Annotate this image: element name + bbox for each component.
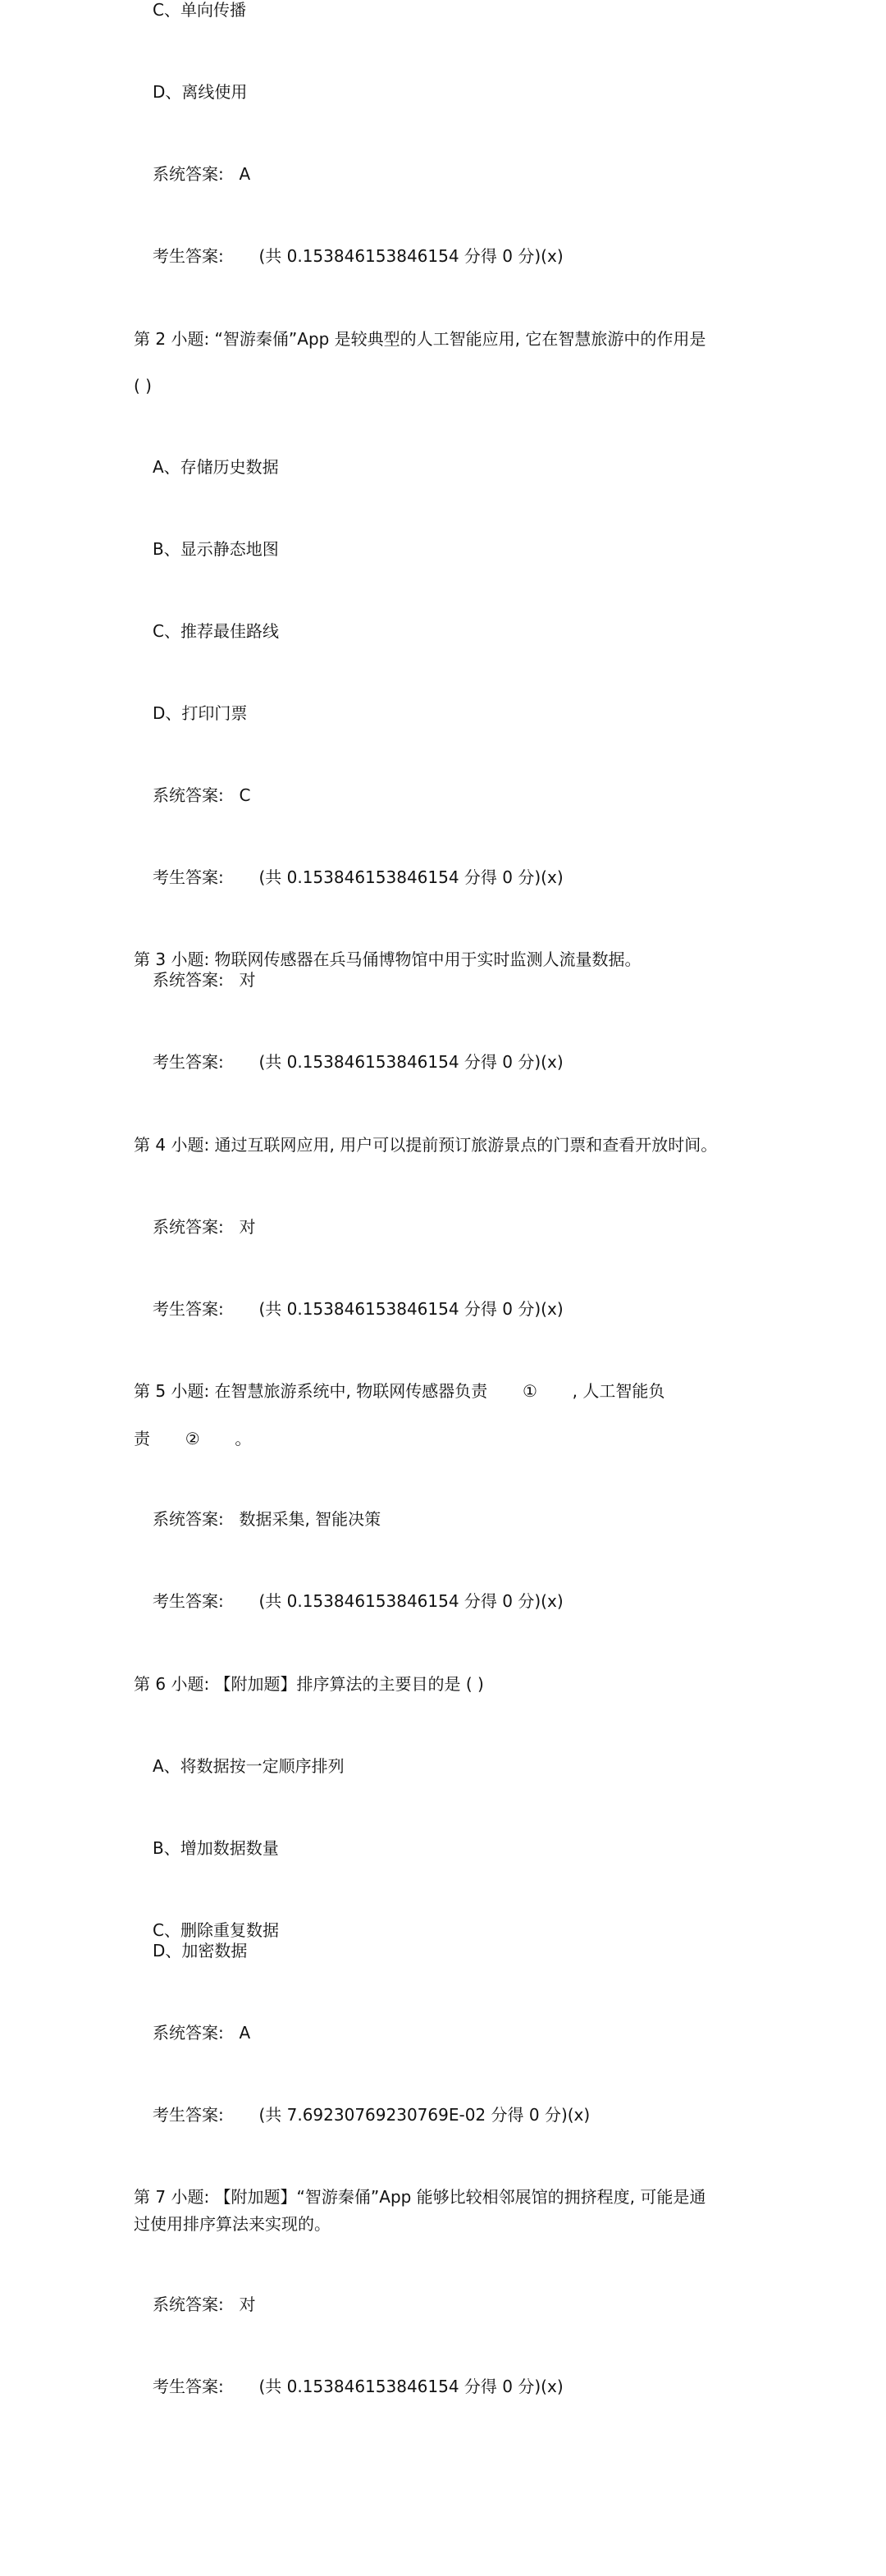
system-answer-value: 对	[239, 970, 256, 990]
q5-stem-line1	[134, 1380, 664, 1402]
student-answer-label: 考生答案:	[153, 246, 224, 266]
q5-system-answer	[153, 1508, 381, 1530]
q6-option-d: D、加密数据	[153, 1941, 248, 1961]
system-answer-value: C	[239, 785, 251, 805]
q4-stem: 第 4 小题: 通过互联网应用, 用户可以提前预订旅游景点的门票和查看开放时间。	[134, 1135, 718, 1155]
q2-option-d: D、打印门票	[153, 703, 248, 723]
q7-stem-line1: 第 7 小题: 【附加题】“智游秦俑”App 能够比较相邻展馆的拥挤程度, 可能是通	[134, 2187, 706, 2207]
blank-marker-1: ①	[522, 1381, 537, 1401]
system-answer-label: 系统答案:	[153, 785, 224, 805]
score-text: (共 0.153846153846154 分得 0 分)(x)	[258, 1052, 564, 1072]
system-answer-value: A	[239, 164, 251, 184]
system-answer-value: 对	[239, 2295, 256, 2314]
q2-stem-line2: ( )	[134, 376, 152, 396]
q7-student-answer	[153, 2376, 564, 2397]
system-answer-value: A	[239, 2023, 251, 2043]
q7-stem-line2: 过使用排序算法来实现的。	[134, 2214, 331, 2234]
system-answer-label: 系统答案:	[153, 970, 224, 990]
student-answer-label: 考生答案:	[153, 2377, 224, 2396]
q5-student-answer	[153, 1590, 564, 1612]
q7-system-answer	[153, 2294, 255, 2315]
score-text: (共 0.153846153846154 分得 0 分)(x)	[258, 1591, 564, 1611]
student-answer-label: 考生答案:	[153, 1591, 224, 1611]
q1-system-answer	[153, 163, 250, 185]
q2-student-answer	[153, 867, 564, 888]
system-answer-label: 系统答案:	[153, 2295, 224, 2314]
system-answer-label: 系统答案:	[153, 1217, 224, 1237]
score-text: (共 0.153846153846154 分得 0 分)(x)	[258, 246, 564, 266]
q6-student-answer	[153, 2104, 590, 2125]
score-text: (共 0.153846153846154 分得 0 分)(x)	[258, 867, 564, 887]
q4-student-answer	[153, 1298, 564, 1320]
system-answer-label: 系统答案:	[153, 1509, 224, 1529]
q3-student-answer	[153, 1051, 564, 1073]
q6-option-a: A、将数据按一定顺序排列	[153, 1756, 345, 1776]
q2-option-a: A、存储历史数据	[153, 457, 279, 477]
score-text: (共 0.153846153846154 分得 0 分)(x)	[258, 2377, 564, 2396]
q3-system-answer	[153, 969, 255, 991]
q4-system-answer	[153, 1216, 255, 1238]
blank-marker-2: ②	[185, 1429, 200, 1448]
system-answer-label: 系统答案:	[153, 2023, 224, 2043]
q2-system-answer	[153, 785, 250, 806]
q5-stem-text-2: , 人工智能负	[572, 1381, 665, 1401]
score-text: (共 0.153846153846154 分得 0 分)(x)	[258, 1299, 564, 1319]
q5-stem-text: 第 5 小题: 在智慧旅游系统中, 物联网传感器负责	[134, 1381, 488, 1401]
q1-option-c: C、单向传播	[153, 0, 246, 20]
student-answer-label: 考生答案:	[153, 1052, 224, 1072]
q1-option-d: D、离线使用	[153, 82, 248, 102]
q5-stem-line2	[134, 1428, 251, 1449]
q2-option-c: C、推荐最佳路线	[153, 621, 279, 641]
q6-stem: 第 6 小题: 【附加题】排序算法的主要目的是 ( )	[134, 1674, 484, 1694]
student-answer-label: 考生答案:	[153, 867, 224, 887]
q5-stem-text-4: 。	[235, 1429, 252, 1448]
q6-option-b: B、增加数据数量	[153, 1838, 279, 1858]
q2-option-b: B、显示静态地图	[153, 539, 279, 559]
system-answer-value: 数据采集, 智能决策	[239, 1509, 381, 1529]
student-answer-label: 考生答案:	[153, 1299, 224, 1319]
q6-system-answer	[153, 2022, 250, 2043]
student-answer-label: 考生答案:	[153, 2105, 224, 2125]
q5-stem-text-3: 责	[134, 1429, 150, 1448]
system-answer-value: 对	[239, 1217, 256, 1237]
q2-stem-line1: 第 2 小题: “智游秦俑”App 是较典型的人工智能应用, 它在智慧旅游中的作用是	[134, 329, 706, 349]
system-answer-label: 系统答案:	[153, 164, 224, 184]
score-text: (共 7.69230769230769E-02 分得 0 分)(x)	[258, 2105, 591, 2125]
q1-student-answer	[153, 245, 564, 267]
q3-stem: 第 3 小题: 物联网传感器在兵马俑博物馆中用于实时监测人流量数据。	[134, 949, 642, 969]
q6-option-c: C、删除重复数据	[153, 1920, 279, 1940]
